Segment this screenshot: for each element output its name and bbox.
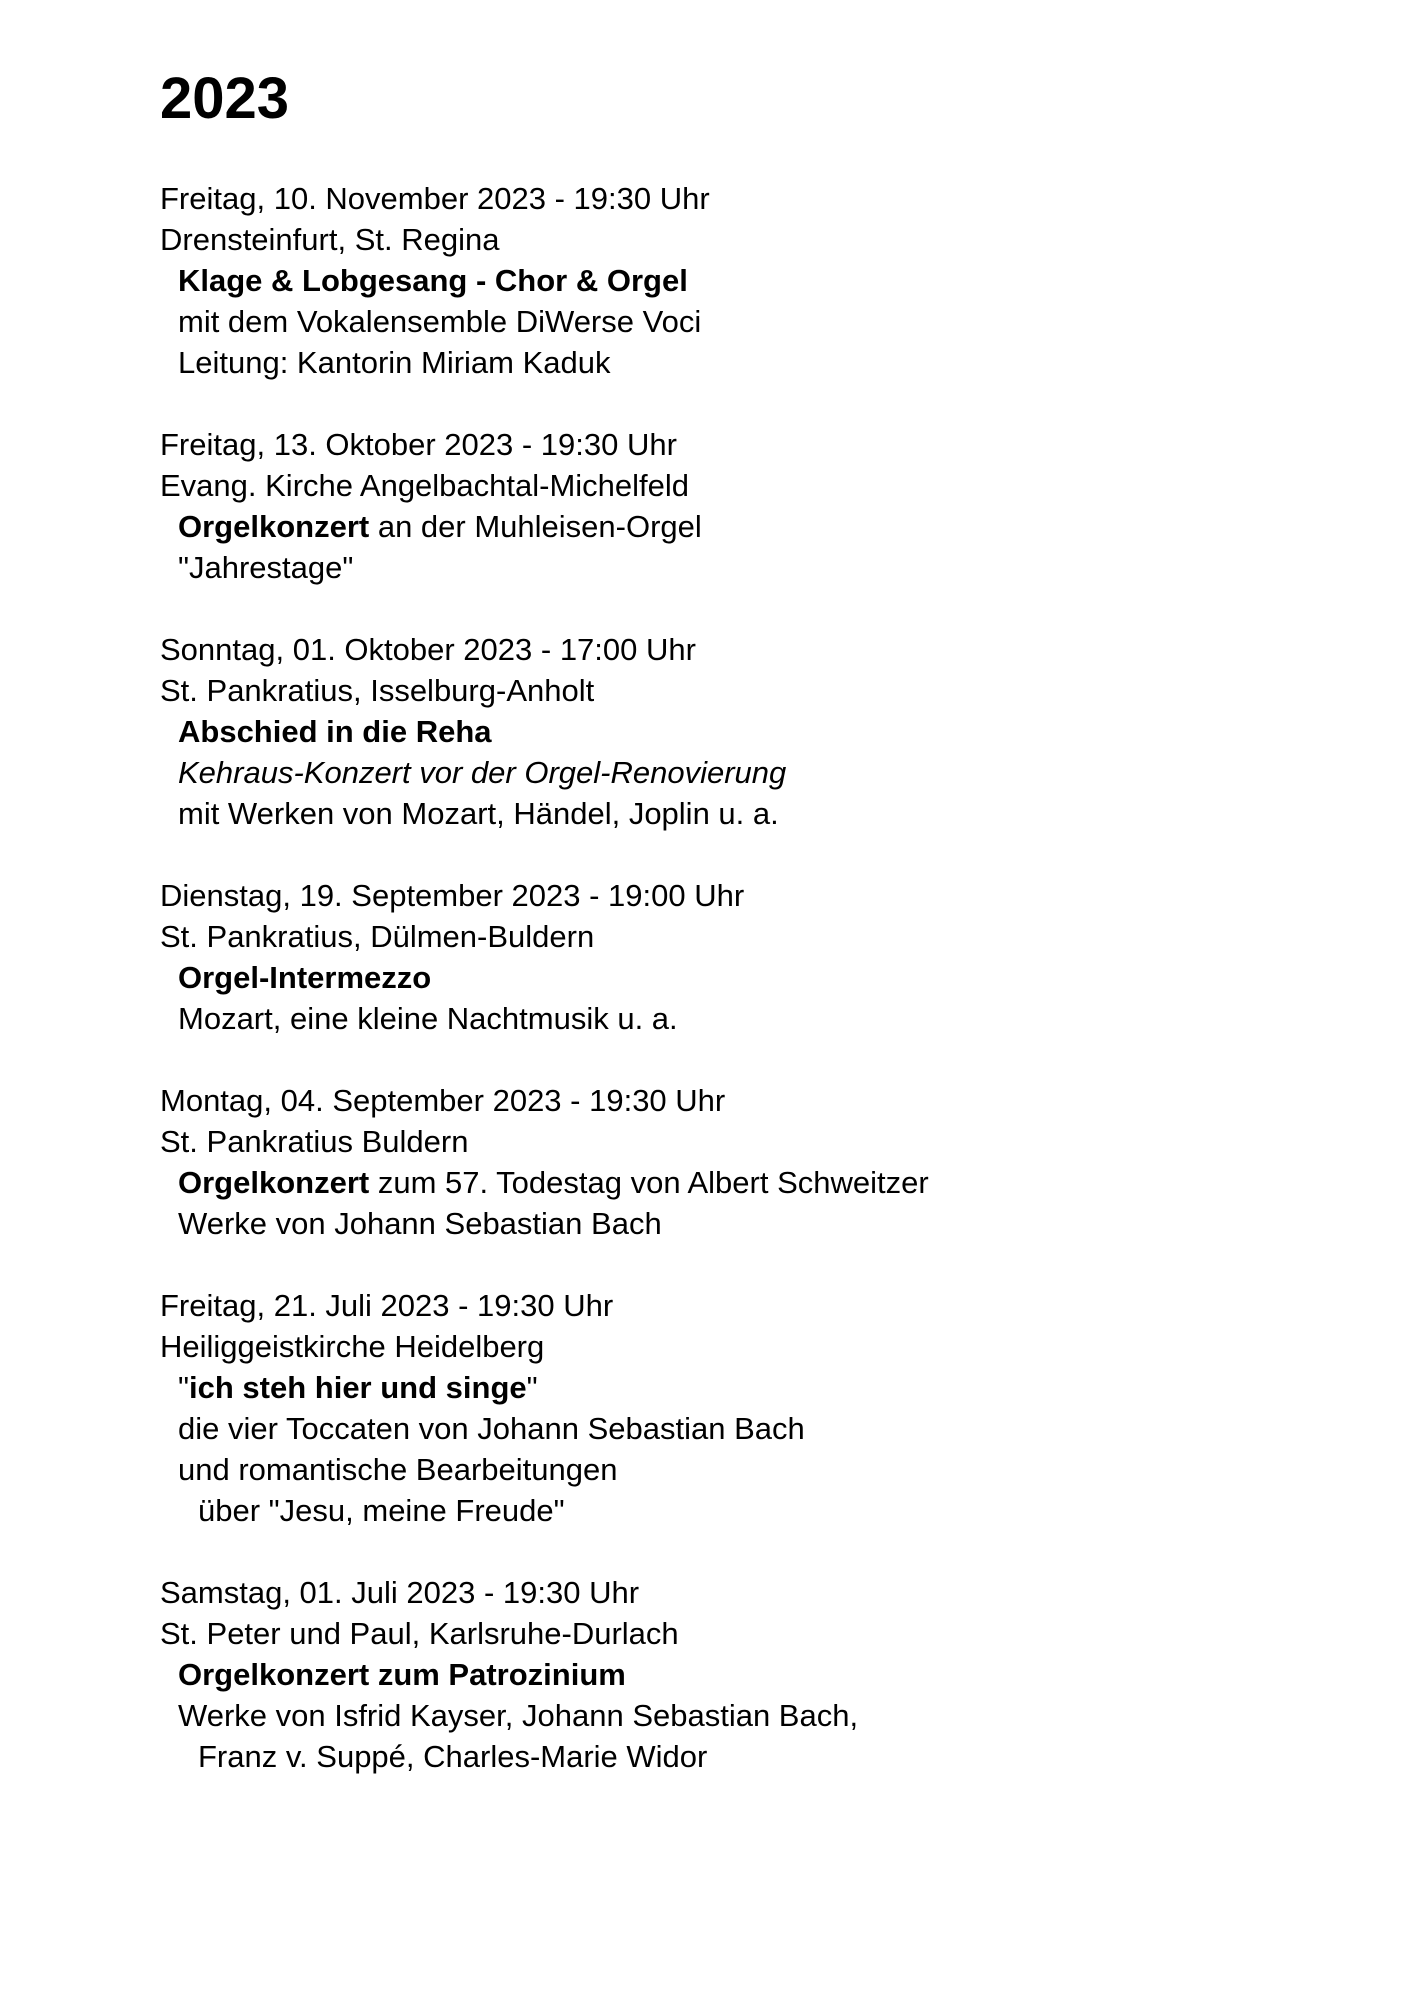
concert-event xyxy=(160,1080,1323,1244)
event-text-run: Werke von Johann Sebastian Bach xyxy=(178,1206,662,1241)
event-detail xyxy=(160,752,1323,793)
event-title-text: Orgel-Intermezzo xyxy=(178,960,432,995)
event-detail xyxy=(160,1736,1323,1777)
event-text-run: Mozart, eine kleine Nachtmusik u. a. xyxy=(178,1001,678,1036)
concert-event xyxy=(160,424,1323,588)
event-title xyxy=(160,506,1323,547)
event-title-text: Orgelkonzert zum Patrozinium xyxy=(178,1657,626,1692)
concert-event xyxy=(160,178,1323,383)
event-text-run: die vier Toccaten von Johann Sebastian Bach xyxy=(178,1411,805,1446)
event-detail xyxy=(160,1203,1323,1244)
event-title-text: Orgelkonzert xyxy=(178,1165,370,1200)
event-text-run: und romantische Bearbeitungen xyxy=(178,1452,618,1487)
event-text-run: mit Werken von Mozart, Händel, Joplin u. a. xyxy=(178,796,779,831)
event-detail xyxy=(160,342,1323,383)
event-text-run: über "Jesu, meine Freude" xyxy=(198,1493,565,1528)
event-location: St. Peter und Paul, Karlsruhe-Durlach xyxy=(160,1616,679,1651)
event-text-run: Leitung: Kantorin Miriam Kaduk xyxy=(178,345,611,380)
event-text-run: "Jahrestage" xyxy=(178,550,354,585)
event-location: St. Pankratius Buldern xyxy=(160,1124,469,1159)
event-location: St. Pankratius, Dülmen-Buldern xyxy=(160,919,595,954)
event-title xyxy=(160,1654,1323,1695)
event-title-text: Orgelkonzert xyxy=(178,509,370,544)
event-detail xyxy=(160,547,1323,588)
event-text-run: " xyxy=(178,1370,190,1405)
event-date: Sonntag, 01. Oktober 2023 - 17:00 Uhr xyxy=(160,632,696,667)
event-location: St. Pankratius, Isselburg-Anholt xyxy=(160,673,595,708)
event-location: Evang. Kirche Angelbachtal-Michelfeld xyxy=(160,468,690,503)
event-text-run: Kehraus-Konzert vor der Orgel-Renovierung xyxy=(178,755,787,790)
event-detail xyxy=(160,301,1323,342)
event-title xyxy=(160,260,1323,301)
event-title xyxy=(160,957,1323,998)
concert-event xyxy=(160,1572,1323,1777)
event-location: Drensteinfurt, St. Regina xyxy=(160,222,500,257)
event-text-run: " xyxy=(526,1370,538,1405)
concert-event xyxy=(160,1285,1323,1531)
concert-list xyxy=(160,178,1323,1777)
event-detail xyxy=(160,998,1323,1039)
concert-event xyxy=(160,629,1323,834)
event-detail xyxy=(160,1695,1323,1736)
event-text-run: Franz v. Suppé, Charles-Marie Widor xyxy=(198,1739,708,1774)
event-date: Dienstag, 19. September 2023 - 19:00 Uhr xyxy=(160,878,745,913)
event-text-run: an der Muhleisen-Orgel xyxy=(369,509,702,544)
event-title xyxy=(160,711,1323,752)
event-detail xyxy=(160,1490,1323,1531)
event-title-text: Abschied in die Reha xyxy=(178,714,492,749)
event-title-text: ich steh hier und singe xyxy=(189,1370,527,1405)
event-date: Freitag, 13. Oktober 2023 - 19:30 Uhr xyxy=(160,427,677,462)
event-date: Samstag, 01. Juli 2023 - 19:30 Uhr xyxy=(160,1575,640,1610)
event-title xyxy=(160,1162,1323,1203)
event-title xyxy=(160,1367,1323,1408)
event-date: Freitag, 10. November 2023 - 19:30 Uhr xyxy=(160,181,710,216)
page-title: 2023 xyxy=(160,66,290,131)
concert-event xyxy=(160,875,1323,1039)
event-detail xyxy=(160,1449,1323,1490)
event-text-run: Werke von Isfrid Kayser, Johann Sebastian Bach, xyxy=(178,1698,859,1733)
event-detail xyxy=(160,1408,1323,1449)
event-text-run: zum 57. Todestag von Albert Schweitzer xyxy=(369,1165,929,1200)
event-location: Heiliggeistkirche Heidelberg xyxy=(160,1329,545,1364)
event-date: Freitag, 21. Juli 2023 - 19:30 Uhr xyxy=(160,1288,614,1323)
event-title-text: Klage & Lobgesang - Chor & Orgel xyxy=(178,263,688,298)
event-text-run: mit dem Vokalensemble DiWerse Voci xyxy=(178,304,702,339)
event-detail xyxy=(160,793,1323,834)
event-date: Montag, 04. September 2023 - 19:30 Uhr xyxy=(160,1083,726,1118)
